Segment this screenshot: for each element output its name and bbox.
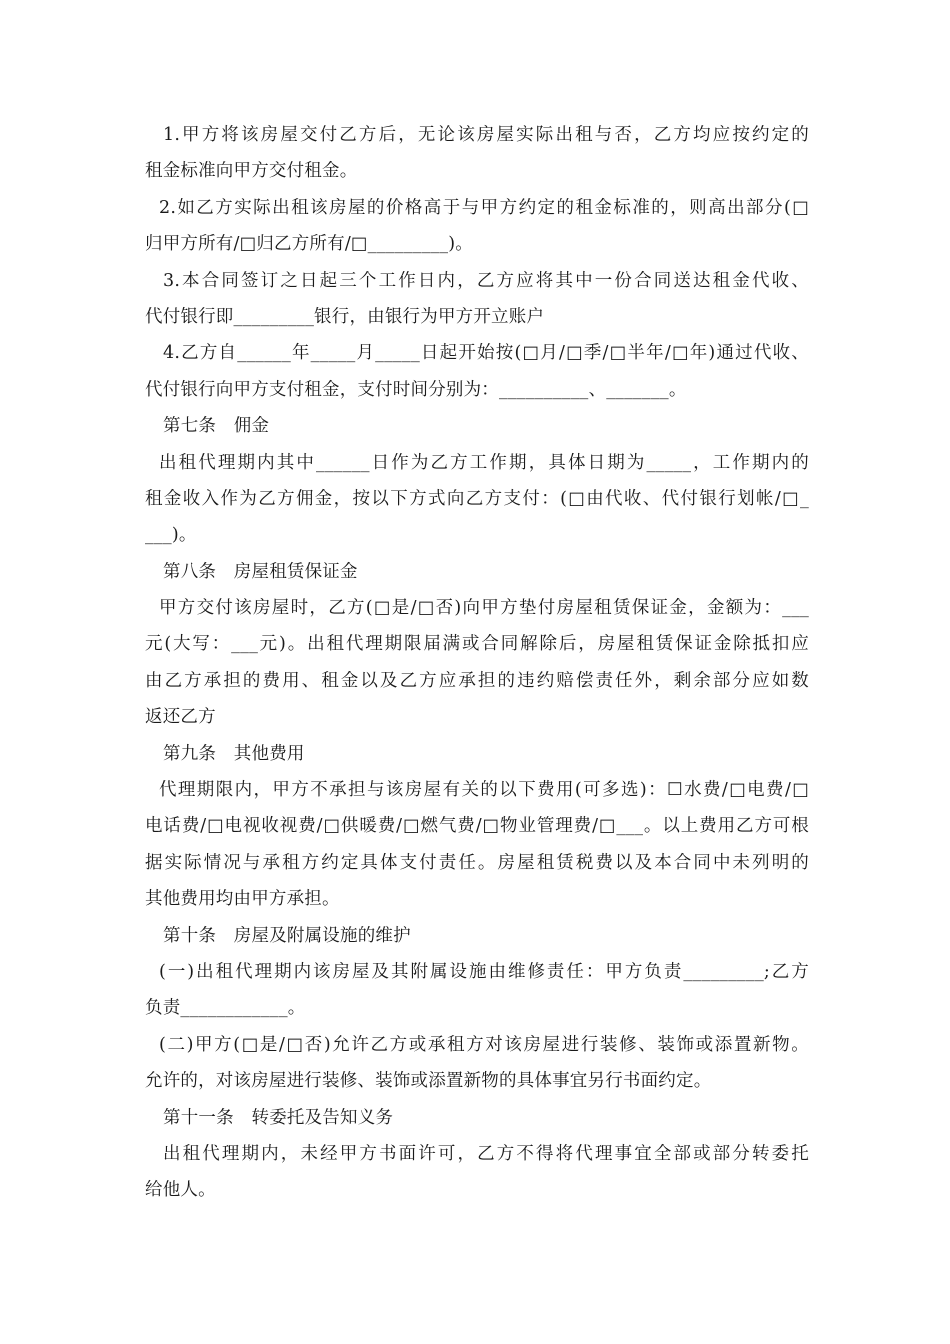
clause-7-heading: 第七条 佣金	[163, 416, 270, 437]
clause-10-item-2-line-1: (二)甲方(□是/□否)允许乙方或承租方对该房屋进行装修、装饰或添置新物。	[159, 1034, 809, 1055]
clause-9-line-3: 据实际情况与承租方约定具体支付责任。房屋租赁税费以及本合同中未列明的	[145, 852, 809, 873]
clause-9-heading: 第九条 其他费用	[163, 743, 305, 764]
clause-6-item-2-line-2: 归甲方所有/□归乙方所有/□_________)。	[145, 234, 473, 255]
document-page	[145, 117, 809, 1209]
clause-8-line-3: 由乙方承担的费用、租金以及乙方应承担的违约赔偿责任外，剩余部分应如数	[145, 670, 809, 691]
clause-8-heading: 第八条 房屋租赁保证金	[163, 561, 358, 582]
clause-6-item-2-line-1: 2.如乙方实际出租该房屋的价格高于与甲方约定的租金标准的，则高出部分(□	[159, 197, 809, 218]
clause-9-line-1: 代理期限内，甲方不承担与该房屋有关的以下费用(可多选)：☐水费/□电费/□	[159, 780, 809, 801]
clause-6-item-1-line-1: 1.甲方将该房屋交付乙方后，无论该房屋实际出租与否，乙方均应按约定的	[163, 125, 809, 145]
clause-7-line-3: ___)。	[145, 525, 197, 546]
clause-6-item-3-line-1: 3.本合同签订之日起三个工作日内，乙方应将其中一份合同送达租金代收、	[163, 270, 809, 291]
clause-6-item-4-line-1: 4.乙方自______年_____月_____日起开始按(□月/□季/□半年/□年)通过代收、	[163, 343, 809, 364]
clause-10-heading: 第十条 房屋及附属设施的维护	[163, 925, 411, 946]
clause-10-item-1-line-2: 负责____________。	[145, 998, 306, 1019]
clause-8-line-2: 元(大写：___元)。出租代理期限届满或合同解除后，房屋租赁保证金除抵扣应	[145, 634, 809, 655]
clause-7-line-1: 出租代理期内其中______日作为乙方工作期，具体日期为_____，工作期内的	[159, 452, 809, 473]
clause-6-item-1-line-2: 租金标准向甲方交付租金。	[145, 161, 358, 182]
clause-11-line-1: 出租代理期内，未经甲方书面许可，乙方不得将代理事宜全部或部分转委托	[163, 1143, 809, 1164]
clause-6-item-4-line-2: 代付银行向甲方支付租金，支付时间分别为：__________、_______。	[145, 379, 687, 400]
clause-6-item-3-line-2: 代付银行即_________银行，由银行为甲方开立账户	[145, 306, 545, 327]
clause-9-line-4: 其他费用均由甲方承担。	[145, 889, 340, 910]
clause-8-line-4: 返还乙方	[145, 707, 216, 728]
clause-11-heading: 第十一条 转委托及告知义务	[163, 1107, 394, 1128]
clause-11-line-2: 给他人。	[145, 1180, 216, 1201]
clause-10-item-2-line-2: 允许的，对该房屋进行装修、装饰或添置新物的具体事宜另行书面约定。	[145, 1071, 712, 1092]
clause-7-line-2: 租金收入作为乙方佣金，按以下方式向乙方支付：(□由代收、代付银行划帐/□_	[145, 488, 809, 509]
clause-9-line-2: 电话费/□电视收视费/□供暖费/□燃气费/□物业管理费/□___。以上费用乙方可根	[145, 816, 809, 837]
clause-8-line-1: 甲方交付该房屋时，乙方(□是/□否)向甲方垫付房屋租赁保证金，金额为：___	[159, 598, 809, 619]
clause-10-item-1-line-1: (一)出租代理期内该房屋及其附属设施由维修责任：甲方负责_________;乙方	[159, 961, 809, 982]
